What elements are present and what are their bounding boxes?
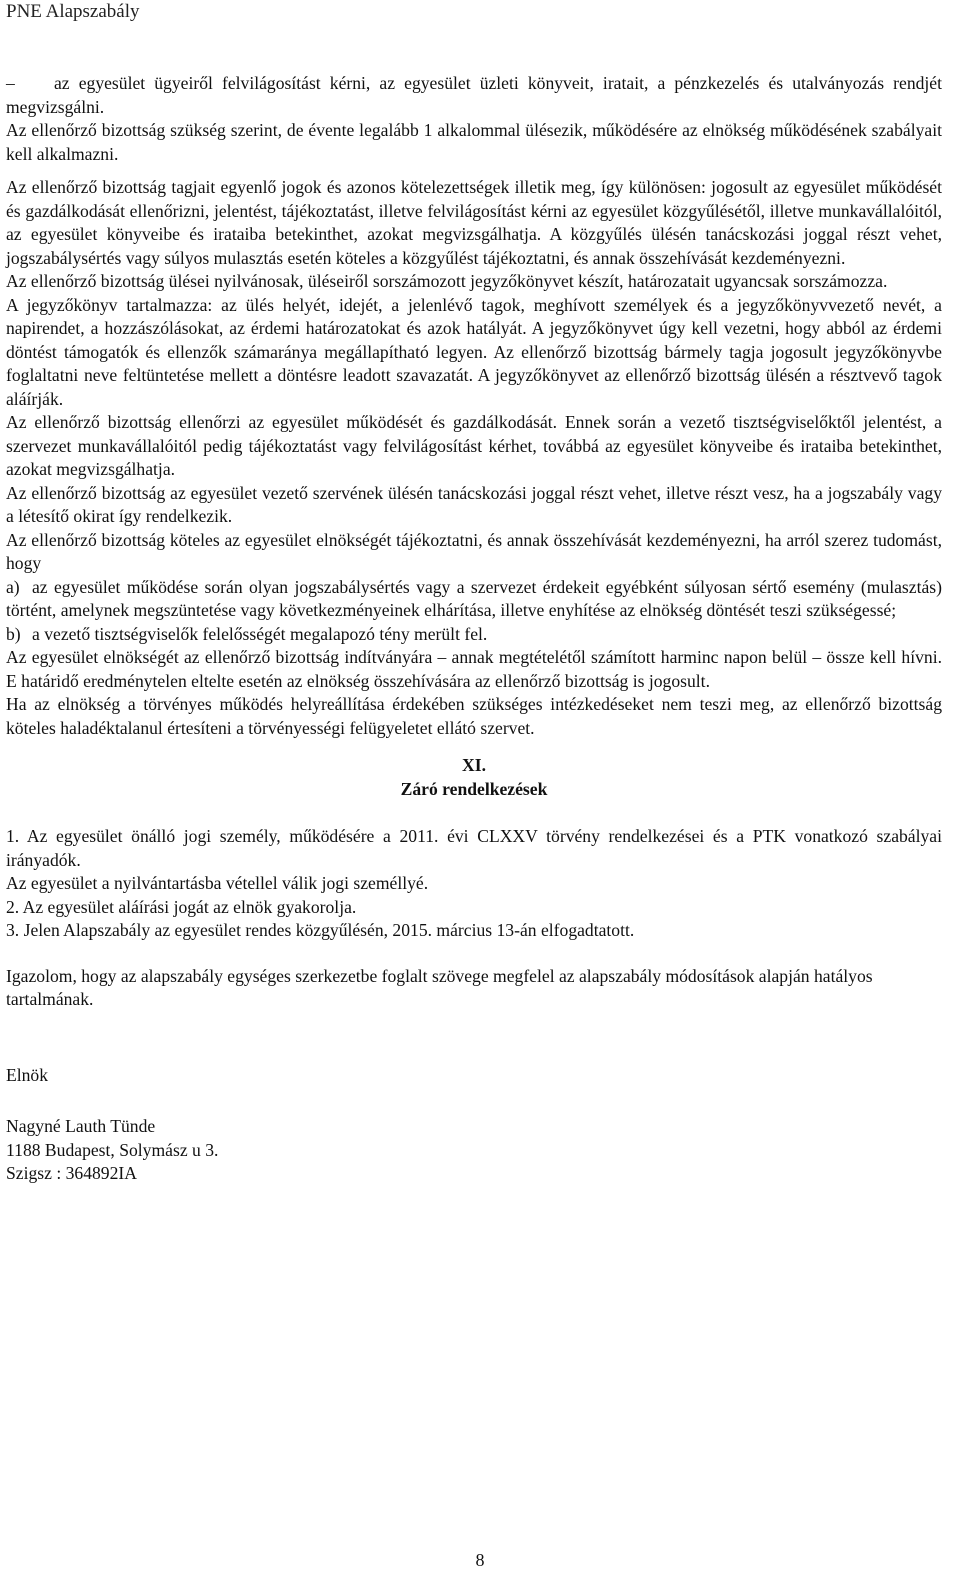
certification-text: Igazolom, hogy az alapszabály egységes szerkezetbe foglalt szövege megfelel az alapszabály módosítások alapján hatályos tartalmának.: [6, 965, 873, 1009]
list-item-b: [6, 623, 942, 647]
spacer: [6, 1012, 942, 1064]
paragraph: A jegyzőkönyv tartalmazza: az ülés helyét, idejét, a jelenlévő tagok, meghívott személyek és a jegyzőkönyvvezető nevét, a napirendet, a hozzászólásokat, az érdemi határozatokat és azok hatályát. A jegyzőkönyvet úgy kell vezetni, hogy abból az érdemi döntést támogatók és ellenzők számaránya megállapítható legyen. Az ellenőrző bizottság bármely tagja jogosult jegyzőkönyvbe foglaltatni neve feltüntetése mellett a döntésre leadott szavazatát. A jegyzőkönyvet az ellenőrző bizottság ülésén a résztvevő tagok aláírják.: [6, 294, 942, 409]
spacer: [6, 1087, 942, 1115]
paragraph: Az ellenőrző bizottság az egyesület vezető szervének ülésén tanácskozási joggal részt vehet, illetve részt vesz, ha a jogszabály vagy a létesítő okirat így rendelkezik.: [6, 482, 942, 526]
signature-address: 1188 Budapest, Solymász u 3.: [6, 1139, 219, 1160]
closing-item: 2. Az egyesület aláírási jogát az elnök gyakorolja.: [6, 896, 357, 917]
dash-marker: –: [6, 73, 15, 93]
paragraph: Az egyesület elnökségét az ellenőrző bizottság indítványára – annak megtételétől számított harminc napon belül – össze kell hívni. E határidő eredménytelen eltelte esetén az elnökség összehívására az ellenőrző bizottság is jogosult.: [6, 647, 942, 691]
section-number: XI.: [462, 755, 486, 775]
list-marker: b): [6, 623, 21, 644]
paragraph: Az ellenőrző bizottság ülései nyilvánosak, üléseiről sorszámozott jegyzőkönyvet készít, határozatait ugyancsak sorszámozza.: [6, 271, 888, 291]
closing-item: 1. Az egyesület önálló jogi személy, működésére a 2011. évi CLXXV törvény rendelkezései és a PTK vonatkozó szabályai irányadók.: [6, 826, 942, 870]
paragraph: Az ellenőrző bizottság szükség szerint, de évente legalább 1 alkalommal ülésezik, működésére az elnökség működésének szabályait kell alkalmazni.: [6, 120, 942, 164]
page-number: 8: [475, 1550, 485, 1570]
signature-role: Elnök: [6, 1064, 49, 1085]
paragraph: Az ellenőrző bizottság ellenőrzi az egyesület működését és gazdálkodását. Ennek során a vezető tisztségviselőktől jelentést, a szervezet munkavállalóitól pedig tájékoztatást vagy felvilágosítást kérhet, továbbá az egyesület könyveibe és irataiba betekinthet, azokat megvizsgálhatja.: [6, 412, 942, 479]
page-header: PNE Alapszabály: [6, 1, 140, 22]
document-body: [6, 72, 942, 1186]
list-item-text: az egyesület működése során olyan jogszabálysértés vagy a szervezet érdekeit egyébként súlyosan sértő esemény (mulasztás) történt, amelynek megszüntetése vagy következményeinek elhárítása, illetve enyhítése az elnökség döntését teszi szükségessé;: [6, 576, 942, 620]
paragraph: Ha az elnökség a törvényes működés helyreállítása érdekében szükséges intézkedéseket nem teszi meg, az ellenőrző bizottság köteles haladéktalanul értesíteni a törvényességi felügyeletet ellátó szervet.: [6, 694, 942, 738]
list-item-text: a vezető tisztségviselők felelősségét megalapozó tény merült fel.: [32, 623, 488, 644]
paragraph-dash-item: [6, 72, 942, 119]
spacer: [6, 943, 942, 965]
list-item-a: [6, 576, 942, 623]
signature-id: Szigsz : 364892IA: [6, 1163, 137, 1183]
closing-item: Az egyesület a nyilvántartásba vétellel válik jogi személlyé.: [6, 873, 429, 893]
closing-item: 3. Jelen Alapszabály az egyesület rendes közgyűlésén, 2015. március 13-án elfogadtatott.: [6, 920, 635, 940]
signature-name: Nagyné Lauth Tünde: [6, 1116, 156, 1136]
paragraph: Az ellenőrző bizottság tagjait egyenlő jogok és azonos kötelezettségek illetik meg, így különösen: jogosult az egyesület működését és gazdálkodását ellenőrizni, jelentést, tájékoztatást, illetve felvilágosítást kérni az egyesület közgyűlésétől, illetve munkavállalóitól, az egyesület könyveibe és irataiba betekinthet, azokat megvizsgálhatja. A közgyűlés ülésén tanácskozási joggal részt vehet, jogszabálysértés vagy súlyos mulasztás esetén köteles a közgyűlést tájékoztatni, és annak összehívását kezdeményezni.: [6, 177, 942, 268]
paragraph: Az ellenőrző bizottság köteles az egyesület elnökségét tájékoztatni, és annak összehívását kezdeményezni, ha arról szerez tudomást, hogy: [6, 529, 942, 573]
section-title: Záró rendelkezések: [400, 778, 548, 799]
paragraph-text: az egyesület ügyeiről felvilágosítást kérni, az egyesület üzleti könyveit, iratait, a pénzkezelés és utalványozás rendjét megvizsgálni.: [6, 73, 942, 117]
list-marker: a): [6, 576, 20, 597]
